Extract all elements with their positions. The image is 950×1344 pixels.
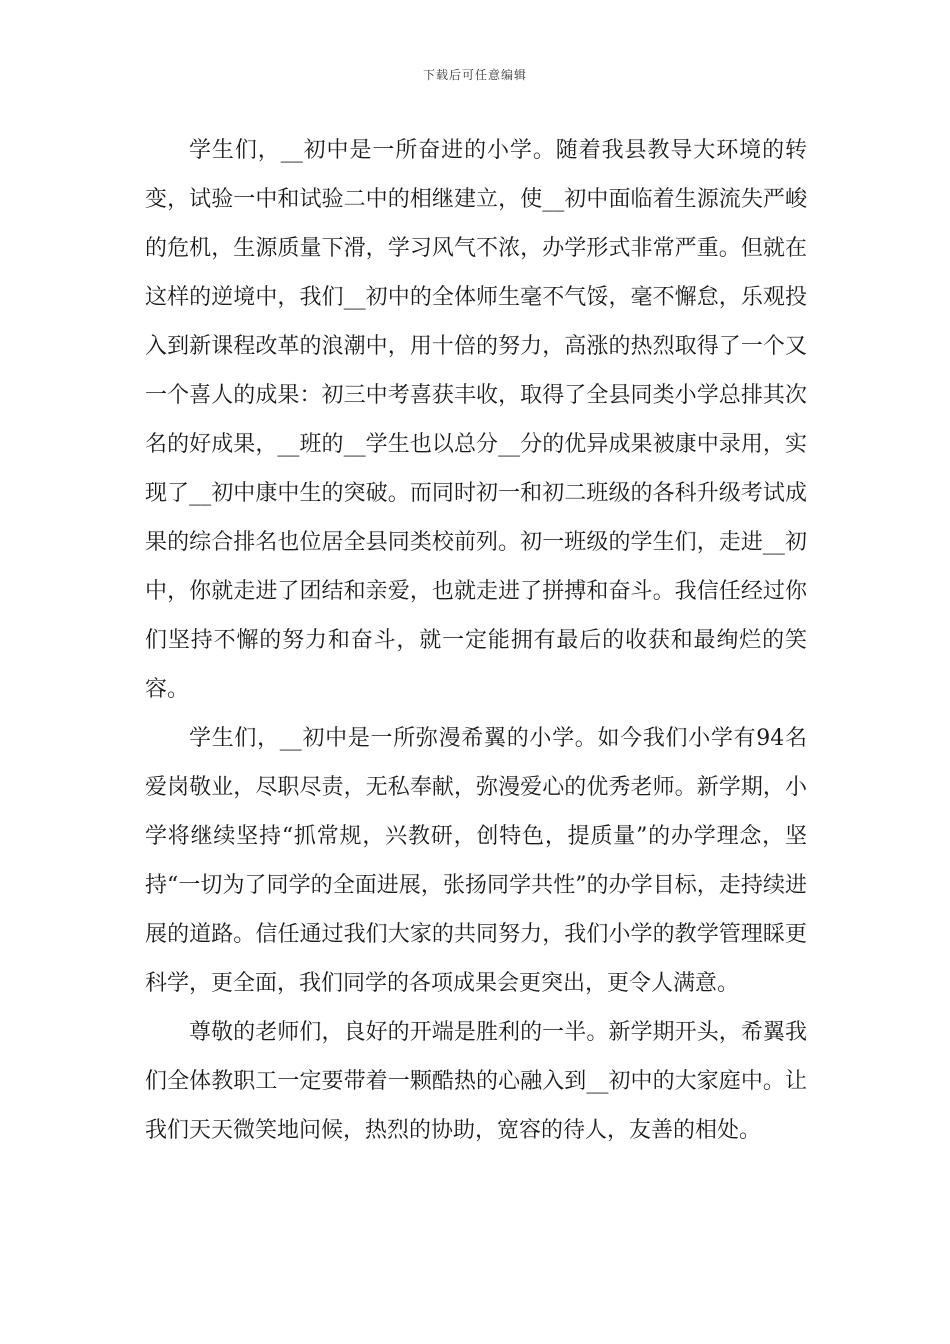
document-body bbox=[145, 126, 807, 1155]
paragraph-3: 尊敬的老师们，良好的开端是胜利的一半。新学期开头，希翼我们全体教职工一定要带着一颗酷热的心融入到__初中的大家庭中。让我们天天微笑地问候，热烈的协助，宽容的待人，友善的相处。 bbox=[145, 1020, 807, 1143]
paragraph-1: 学生们，__初中是一所奋进的小学。随着我县教导大环境的转变，试验一中和试验二中的相继建立，使__初中面临着生源流失严峻的危机，生源质量下滑，学习风气不浓，办学形式非常严重。但就在这样的逆境中，我们__初中的全体师生毫不气馁，毫不懈怠，乐观投入到新课程改革的浪潮中，用十倍的努力，高涨的热烈取得了一个又一个喜人的成果：初三中考喜获丰收，取得了全县同类小学总排其次名的好成果，__班的__学生也以总分__分的优异成果被康中录用，实现了__初中康中生的突破。而同时初一和初二班级的各科升级考试成果的综合排名也位居全县同类校前列。初一班级的学生们，走进__初中，你就走进了团结和亲爱，也就走进了拼搏和奋斗。我信任经过你们坚持不懈的努力和奋斗，就一定能拥有最后的收获和最绚烂的笑容。 bbox=[145, 138, 807, 702]
paragraph-2: 学生们，__初中是一所弥漫希翼的小学。如今我们小学有94名爱岗敬业，尽职尽责，无私奉献，弥漫爱心的优秀老师。新学期，小学将继续坚持“抓常规，兴教研，创特色，提质量”的办学理念，坚持“一切为了同学的全面进展，张扬同学共性”的办学目标，走持续进展的道路。信任通过我们大家的共同努力，我们小学的教学管理睬更科学，更全面，我们同学的各项成果会更突出，更令人满意。 bbox=[145, 726, 807, 996]
header-note: 下载后可任意编辑 bbox=[422, 68, 527, 82]
